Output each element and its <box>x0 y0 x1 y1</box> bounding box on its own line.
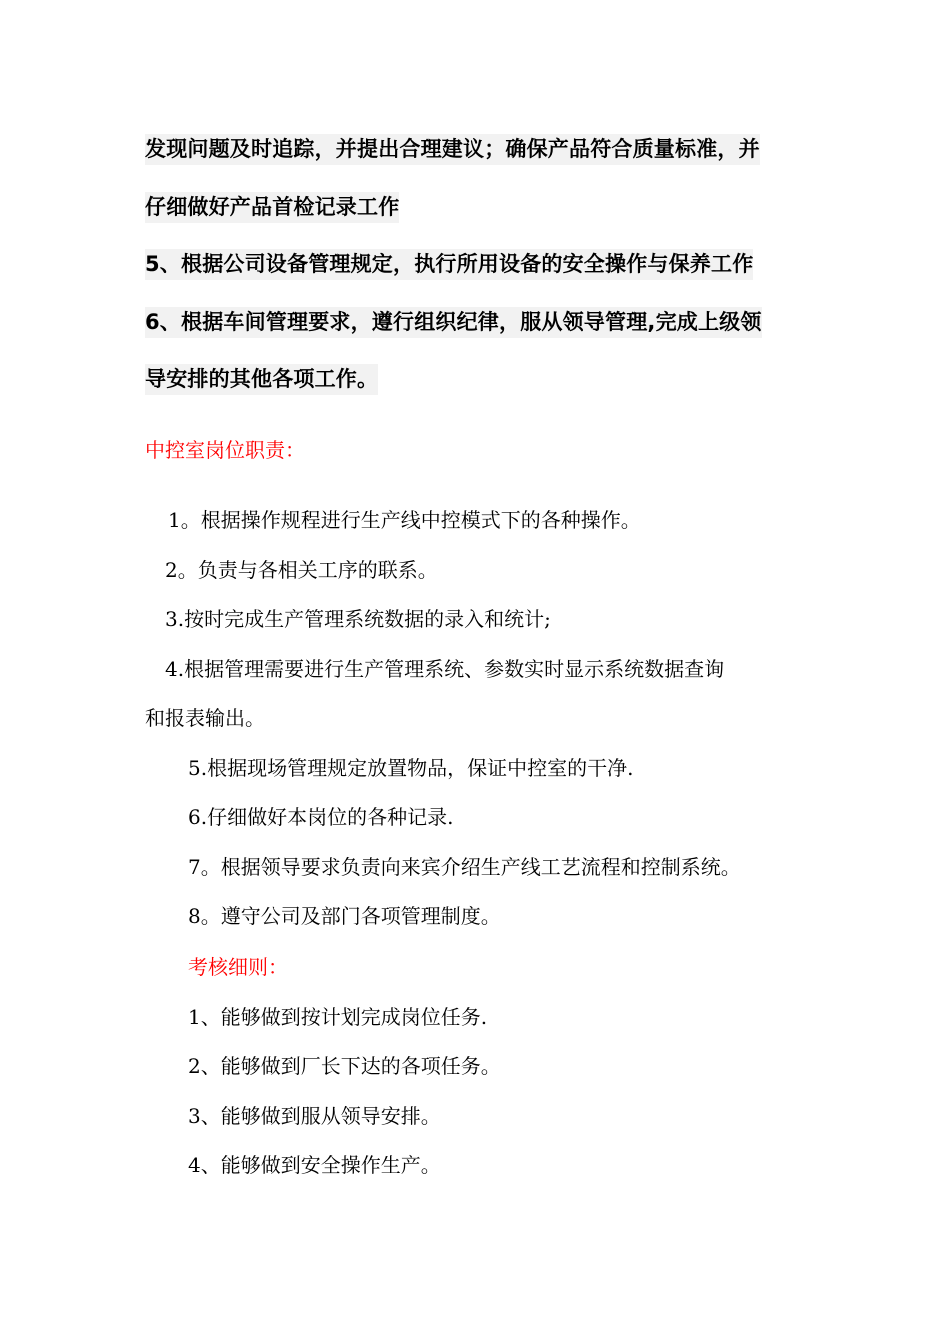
highlighted-text: 仔细做好产品首检记录工作 <box>145 192 399 223</box>
list-item: 8。遵守公司及部门各项管理制度。 <box>188 904 501 928</box>
paragraph-line <box>145 369 378 390</box>
list-item: 3、能够做到服从领导安排。 <box>188 1104 441 1128</box>
list-item: 7。根据领导要求负责向来宾介绍生产线工艺流程和控制系统。 <box>188 855 741 879</box>
list-item: 2、能够做到厂长下达的各项任务。 <box>188 1054 501 1078</box>
list-item: 5.根据现场管理规定放置物品，保证中控室的干净. <box>188 756 634 780</box>
highlighted-text: 导安排的其他各项工作。 <box>145 364 378 395</box>
highlighted-text: 6、根据车间管理要求，遵行组织纪律，服从领导管理,完成上级领 <box>145 307 762 338</box>
list-item: 4、能够做到安全操作生产。 <box>188 1153 441 1177</box>
list-item: 1、能够做到按计划完成岗位任务. <box>188 1005 488 1029</box>
list-item-continuation: 和报表输出。 <box>145 706 265 730</box>
list-item: 1。根据操作规程进行生产线中控模式下的各种操作。 <box>168 508 641 532</box>
numbered-item <box>145 254 753 275</box>
list-item: 3.按时完成生产管理系统数据的录入和统计; <box>165 607 551 631</box>
paragraph-line <box>145 139 760 160</box>
paragraph-line <box>145 197 399 218</box>
list-item: 2。负责与各相关工序的联系。 <box>165 558 438 582</box>
section-heading: 中控室岗位职责： <box>145 438 305 462</box>
list-item: 4.根据管理需要进行生产管理系统、参数实时显示系统数据查询 <box>165 657 725 681</box>
section-heading: 考核细则： <box>188 955 288 979</box>
highlighted-text: 发现问题及时追踪，并提出合理建议；确保产品符合质量标准，并 <box>145 134 760 165</box>
list-item: 6.仔细做好本岗位的各种记录. <box>188 805 454 829</box>
numbered-item <box>145 312 762 333</box>
highlighted-text: 5、根据公司设备管理规定，执行所用设备的安全操作与保养工作 <box>145 249 753 280</box>
